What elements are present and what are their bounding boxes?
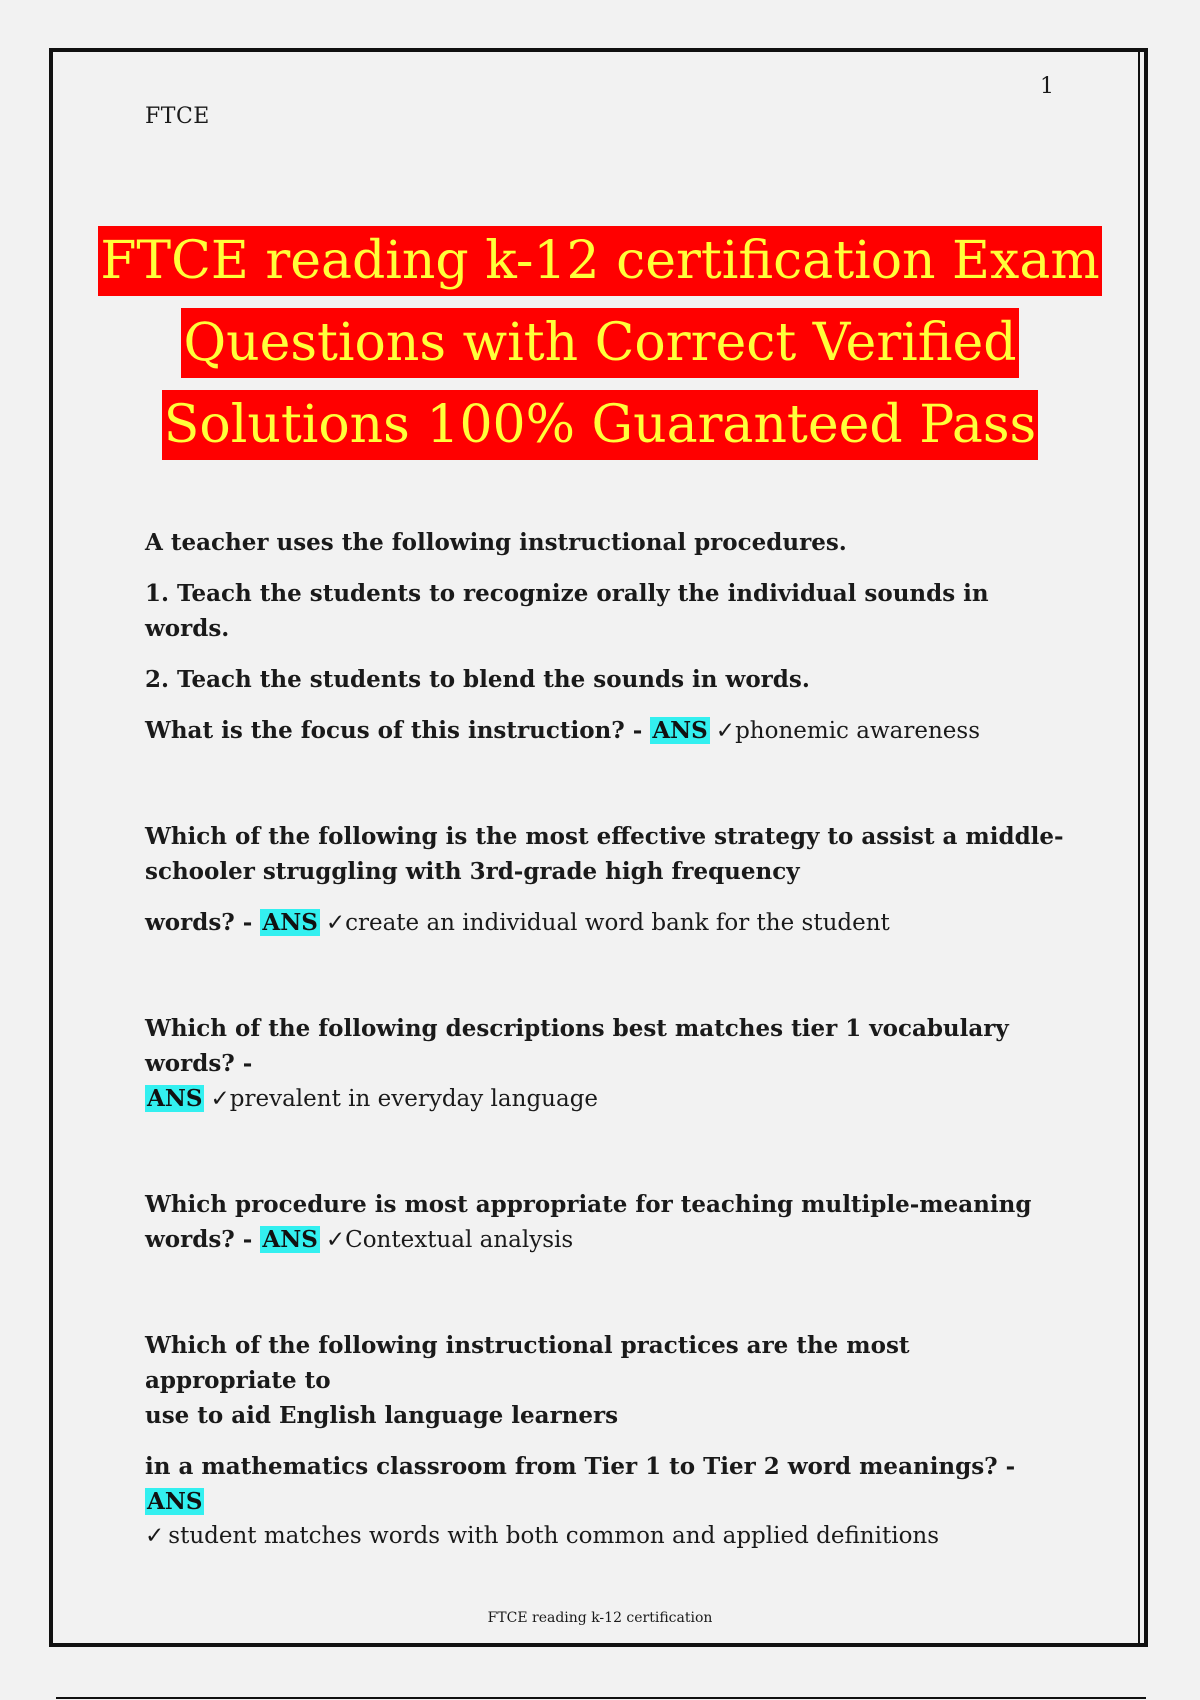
page-number: 1 bbox=[1040, 74, 1054, 99]
ans-highlight: ANS bbox=[147, 1085, 203, 1112]
question-line: Which procedure is most appropriate for teaching multiple-meaning bbox=[145, 1191, 1032, 1218]
qa-item bbox=[145, 819, 1065, 941]
ans-highlight: ANS bbox=[262, 909, 318, 936]
question-text: words? - bbox=[145, 1226, 253, 1253]
ans-highlight: ANS bbox=[652, 717, 708, 744]
question-line: Which of the following is the most effective strategy to assist a middle- bbox=[145, 823, 1064, 850]
question-text: words? - bbox=[145, 909, 253, 936]
answer-text: create an individual word bank for the student bbox=[345, 910, 890, 936]
check-icon: ✓ bbox=[325, 910, 346, 936]
question-text: in a mathematics classroom from Tier 1 to Tier 2 word meanings? - bbox=[145, 1453, 1016, 1480]
ans-highlight: ANS bbox=[262, 1226, 318, 1253]
title-line-1: FTCE reading k-12 certification Exam bbox=[98, 226, 1101, 296]
title-line-3: Solutions 100% Guaranteed Pass bbox=[162, 390, 1038, 460]
qa-item bbox=[145, 525, 1065, 749]
running-header: FTCE bbox=[145, 104, 210, 129]
check-icon: ✓ bbox=[145, 1523, 165, 1549]
question-answer-line bbox=[145, 713, 1065, 749]
check-icon: ✓ bbox=[325, 1227, 346, 1253]
answer-text: prevalent in everyday language bbox=[229, 1086, 599, 1112]
qa-item bbox=[145, 1187, 1065, 1258]
question-answer-line bbox=[145, 1222, 1065, 1258]
title-line-2: Questions with Correct Verified bbox=[181, 308, 1018, 378]
bottom-rule bbox=[56, 1697, 1146, 1699]
question-line: 1. Teach the students to recognize orally the individual sounds in words. bbox=[145, 580, 989, 642]
answer-text: student matches words with both common and applied definitions bbox=[168, 1523, 940, 1549]
question-line: schooler struggling with 3rd-grade high frequency bbox=[145, 858, 800, 885]
answer-text: phonemic awareness bbox=[735, 718, 980, 744]
question-line: A teacher uses the following instructional procedures. bbox=[145, 529, 847, 556]
document-title bbox=[50, 226, 1150, 472]
answer-text: Contextual analysis bbox=[345, 1227, 574, 1253]
qa-item bbox=[145, 1328, 1065, 1554]
question-answer-line bbox=[145, 1449, 1065, 1519]
ans-highlight: ANS bbox=[147, 1488, 203, 1515]
qa-item bbox=[145, 1011, 1065, 1117]
question-text: What is the focus of this instruction? - bbox=[145, 717, 643, 744]
qa-list bbox=[145, 525, 1065, 1554]
check-icon: ✓ bbox=[210, 1086, 230, 1112]
question-line: use to aid English language learners bbox=[145, 1402, 619, 1429]
page-footer: FTCE reading k-12 certification bbox=[487, 1610, 713, 1626]
answer-line bbox=[145, 1081, 1065, 1117]
question-answer-line bbox=[145, 905, 1065, 941]
question-line: 2. Teach the students to blend the sounds in words. bbox=[145, 666, 810, 693]
check-icon: ✓ bbox=[715, 718, 736, 744]
question-line: Which of the following descriptions best matches tier 1 vocabulary words? - bbox=[145, 1015, 1009, 1077]
question-line: Which of the following instructional practices are the most appropriate to bbox=[145, 1332, 910, 1394]
answer-line bbox=[145, 1519, 1065, 1554]
